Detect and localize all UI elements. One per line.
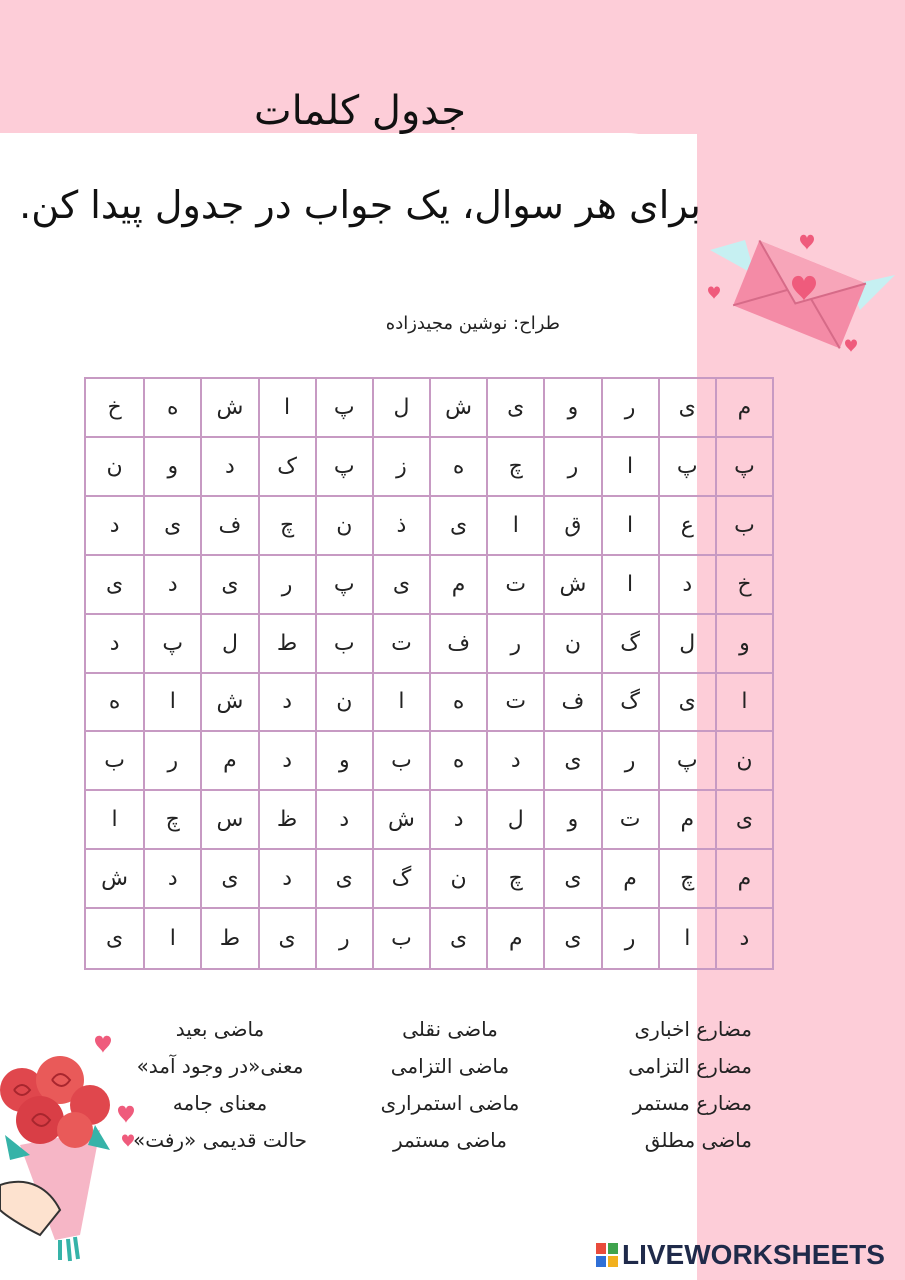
- grid-cell[interactable]: د: [258, 732, 315, 791]
- grid-cell[interactable]: گ: [601, 674, 658, 733]
- grid-cell[interactable]: ا: [372, 674, 429, 733]
- grid-cell[interactable]: ا: [86, 791, 143, 850]
- grid-cell[interactable]: د: [200, 438, 257, 497]
- grid-cell[interactable]: م: [658, 791, 715, 850]
- grid-cell[interactable]: ب: [86, 732, 143, 791]
- designer-credit: طراح: نوشین مجیدزاده: [385, 313, 560, 334]
- grid-cell[interactable]: ک: [258, 438, 315, 497]
- grid-cell[interactable]: ا: [258, 379, 315, 438]
- grid-cell[interactable]: ش: [200, 674, 257, 733]
- grid-cell[interactable]: و: [315, 732, 372, 791]
- page-title: جدول کلمات: [253, 88, 467, 134]
- grid-cell[interactable]: و: [715, 615, 772, 674]
- grid-cell[interactable]: و: [143, 438, 200, 497]
- grid-cell[interactable]: ی: [543, 909, 600, 968]
- grid-cell[interactable]: ش: [86, 850, 143, 909]
- word-item: حالت قدیمی «رفت»: [132, 1128, 308, 1152]
- grid-cell[interactable]: پ: [143, 615, 200, 674]
- grid-cell[interactable]: چ: [486, 438, 543, 497]
- grid-cell[interactable]: ن: [315, 674, 372, 733]
- grid-cell[interactable]: ر: [315, 909, 372, 968]
- grid-cell[interactable]: ی: [315, 850, 372, 909]
- grid-cell[interactable]: ی: [200, 556, 257, 615]
- grid-cell[interactable]: ت: [486, 674, 543, 733]
- grid-cell[interactable]: د: [258, 850, 315, 909]
- grid-cell[interactable]: ی: [486, 379, 543, 438]
- grid-cell[interactable]: چ: [486, 850, 543, 909]
- grid-cell[interactable]: پ: [315, 438, 372, 497]
- grid-cell[interactable]: ط: [258, 615, 315, 674]
- grid-cell[interactable]: گ: [601, 615, 658, 674]
- grid-cell[interactable]: ن: [715, 732, 772, 791]
- grid-cell[interactable]: ی: [429, 909, 486, 968]
- instructions: برای هر سوال، یک جواب در جدول پیدا کن.: [19, 183, 701, 227]
- grid-cell[interactable]: م: [486, 909, 543, 968]
- logo-mark-icon: [596, 1243, 618, 1267]
- grid-cell[interactable]: ر: [601, 732, 658, 791]
- grid-cell[interactable]: ط: [200, 909, 257, 968]
- grid-cell[interactable]: پ: [658, 732, 715, 791]
- word-item: ماضی مطلق: [644, 1128, 752, 1152]
- grid-cell[interactable]: ه: [429, 732, 486, 791]
- grid-cell[interactable]: ب: [372, 732, 429, 791]
- word-list-column-1: [600, 1011, 752, 1159]
- grid-cell[interactable]: ف: [200, 497, 257, 556]
- grid-cell[interactable]: گ: [372, 850, 429, 909]
- grid-cell[interactable]: ش: [429, 379, 486, 438]
- grid-cell[interactable]: ا: [658, 909, 715, 968]
- grid-cell[interactable]: خ: [86, 379, 143, 438]
- grid-cell[interactable]: ش: [543, 556, 600, 615]
- grid-cell[interactable]: ن: [86, 438, 143, 497]
- grid-cell[interactable]: ی: [429, 497, 486, 556]
- grid-cell[interactable]: د: [658, 556, 715, 615]
- grid-cell[interactable]: ت: [486, 556, 543, 615]
- grid-cell[interactable]: ن: [429, 850, 486, 909]
- grid-cell[interactable]: د: [86, 615, 143, 674]
- grid-cell[interactable]: ر: [486, 615, 543, 674]
- grid-cell[interactable]: ت: [601, 791, 658, 850]
- grid-cell[interactable]: ر: [143, 732, 200, 791]
- grid-cell[interactable]: چ: [658, 850, 715, 909]
- grid-cell[interactable]: د: [486, 732, 543, 791]
- word-item: مضارع التزامی: [628, 1054, 752, 1078]
- grid-cell[interactable]: پ: [315, 556, 372, 615]
- word-item: ماضی مستمر: [392, 1128, 507, 1152]
- grid-cell[interactable]: ه: [429, 674, 486, 733]
- grid-cell[interactable]: ی: [86, 556, 143, 615]
- grid-cell[interactable]: د: [143, 556, 200, 615]
- grid-cell[interactable]: خ: [715, 556, 772, 615]
- grid-cell[interactable]: ر: [258, 556, 315, 615]
- grid-cell[interactable]: ب: [715, 497, 772, 556]
- grid-cell[interactable]: ر: [601, 379, 658, 438]
- grid-cell[interactable]: ی: [715, 791, 772, 850]
- grid-cell[interactable]: ی: [200, 850, 257, 909]
- grid-cell[interactable]: ل: [658, 615, 715, 674]
- word-item: مضارع مستمر: [632, 1091, 752, 1115]
- grid-cell[interactable]: ی: [372, 556, 429, 615]
- word-item: معنای جامه: [172, 1091, 268, 1115]
- grid-cell[interactable]: ر: [543, 438, 600, 497]
- grid-cell[interactable]: د: [258, 674, 315, 733]
- grid-cell[interactable]: ی: [143, 497, 200, 556]
- word-item: ماضی التزامی: [390, 1054, 510, 1078]
- grid-cell[interactable]: د: [143, 850, 200, 909]
- grid-cell[interactable]: چ: [258, 497, 315, 556]
- grid-cell[interactable]: ی: [258, 909, 315, 968]
- grid-cell[interactable]: ن: [315, 497, 372, 556]
- grid-cell[interactable]: ا: [143, 674, 200, 733]
- grid-cell[interactable]: د: [315, 791, 372, 850]
- grid-cell[interactable]: ا: [486, 497, 543, 556]
- grid-cell[interactable]: ه: [143, 379, 200, 438]
- grid-cell[interactable]: ف: [543, 674, 600, 733]
- word-item: ماضی نقلی: [402, 1017, 498, 1041]
- grid-cell[interactable]: ا: [601, 556, 658, 615]
- grid-cell[interactable]: ا: [715, 674, 772, 733]
- grid-cell[interactable]: د: [429, 791, 486, 850]
- word-item: ماضی بعید: [175, 1017, 265, 1041]
- grid-cell[interactable]: ش: [372, 791, 429, 850]
- grid-cell[interactable]: ل: [200, 615, 257, 674]
- liveworksheets-logo: [596, 1238, 885, 1272]
- grid-cell[interactable]: ش: [200, 379, 257, 438]
- grid-cell[interactable]: ا: [601, 497, 658, 556]
- grid-cell[interactable]: ی: [105, 926, 124, 952]
- grid-cell[interactable]: ل: [372, 379, 429, 438]
- grid-cell[interactable]: ا: [143, 909, 200, 968]
- grid-cell[interactable]: ی: [543, 732, 600, 791]
- grid-cell[interactable]: د: [715, 909, 772, 968]
- grid-cell[interactable]: م: [200, 732, 257, 791]
- grid-cell[interactable]: ذ: [372, 497, 429, 556]
- winged-envelope-icon: [700, 215, 900, 365]
- grid-cell[interactable]: د: [86, 497, 143, 556]
- grid-cell[interactable]: ی: [543, 850, 600, 909]
- grid-cell[interactable]: ق: [543, 497, 600, 556]
- grid-cell[interactable]: ه: [86, 674, 143, 733]
- grid-cell[interactable]: ه: [429, 438, 486, 497]
- grid-cell[interactable]: ن: [543, 615, 600, 674]
- grid-cell[interactable]: م: [715, 379, 772, 438]
- grid-cell[interactable]: م: [715, 850, 772, 909]
- word-search-grid: [84, 377, 774, 970]
- grid-cell[interactable]: ل: [486, 791, 543, 850]
- grid-cell[interactable]: پ: [315, 379, 372, 438]
- grid-cell[interactable]: ی: [658, 379, 715, 438]
- rose-bouquet-icon: [0, 1035, 150, 1265]
- grid-cell[interactable]: پ: [715, 438, 772, 497]
- grid-cell[interactable]: ت: [372, 615, 429, 674]
- grid-cell[interactable]: ز: [372, 438, 429, 497]
- grid-cell[interactable]: چ: [143, 791, 200, 850]
- logo-text: LIVEWORKSHEETS: [622, 1239, 885, 1270]
- grid-cell[interactable]: ب: [372, 909, 429, 968]
- word-item: مضارع اخباری: [634, 1017, 752, 1041]
- grid-cell[interactable]: ی: [658, 674, 715, 733]
- word-list-column-2: [360, 1011, 540, 1159]
- grid-cell[interactable]: ب: [315, 615, 372, 674]
- grid-cell[interactable]: م: [601, 850, 658, 909]
- grid-cell[interactable]: پ: [658, 438, 715, 497]
- grid-cell[interactable]: ف: [429, 615, 486, 674]
- grid-cell[interactable]: س: [200, 791, 257, 850]
- grid-cell[interactable]: ع: [658, 497, 715, 556]
- grid-cell[interactable]: م: [429, 556, 486, 615]
- grid-cell[interactable]: ظ: [258, 791, 315, 850]
- grid-cell[interactable]: و: [543, 379, 600, 438]
- word-item: معنی«در وجود آمد»: [136, 1054, 304, 1078]
- grid-cell[interactable]: و: [543, 791, 600, 850]
- grid-cell[interactable]: ر: [601, 909, 658, 968]
- grid-cell[interactable]: ا: [601, 438, 658, 497]
- word-item: ماضی استمراری: [380, 1091, 520, 1115]
